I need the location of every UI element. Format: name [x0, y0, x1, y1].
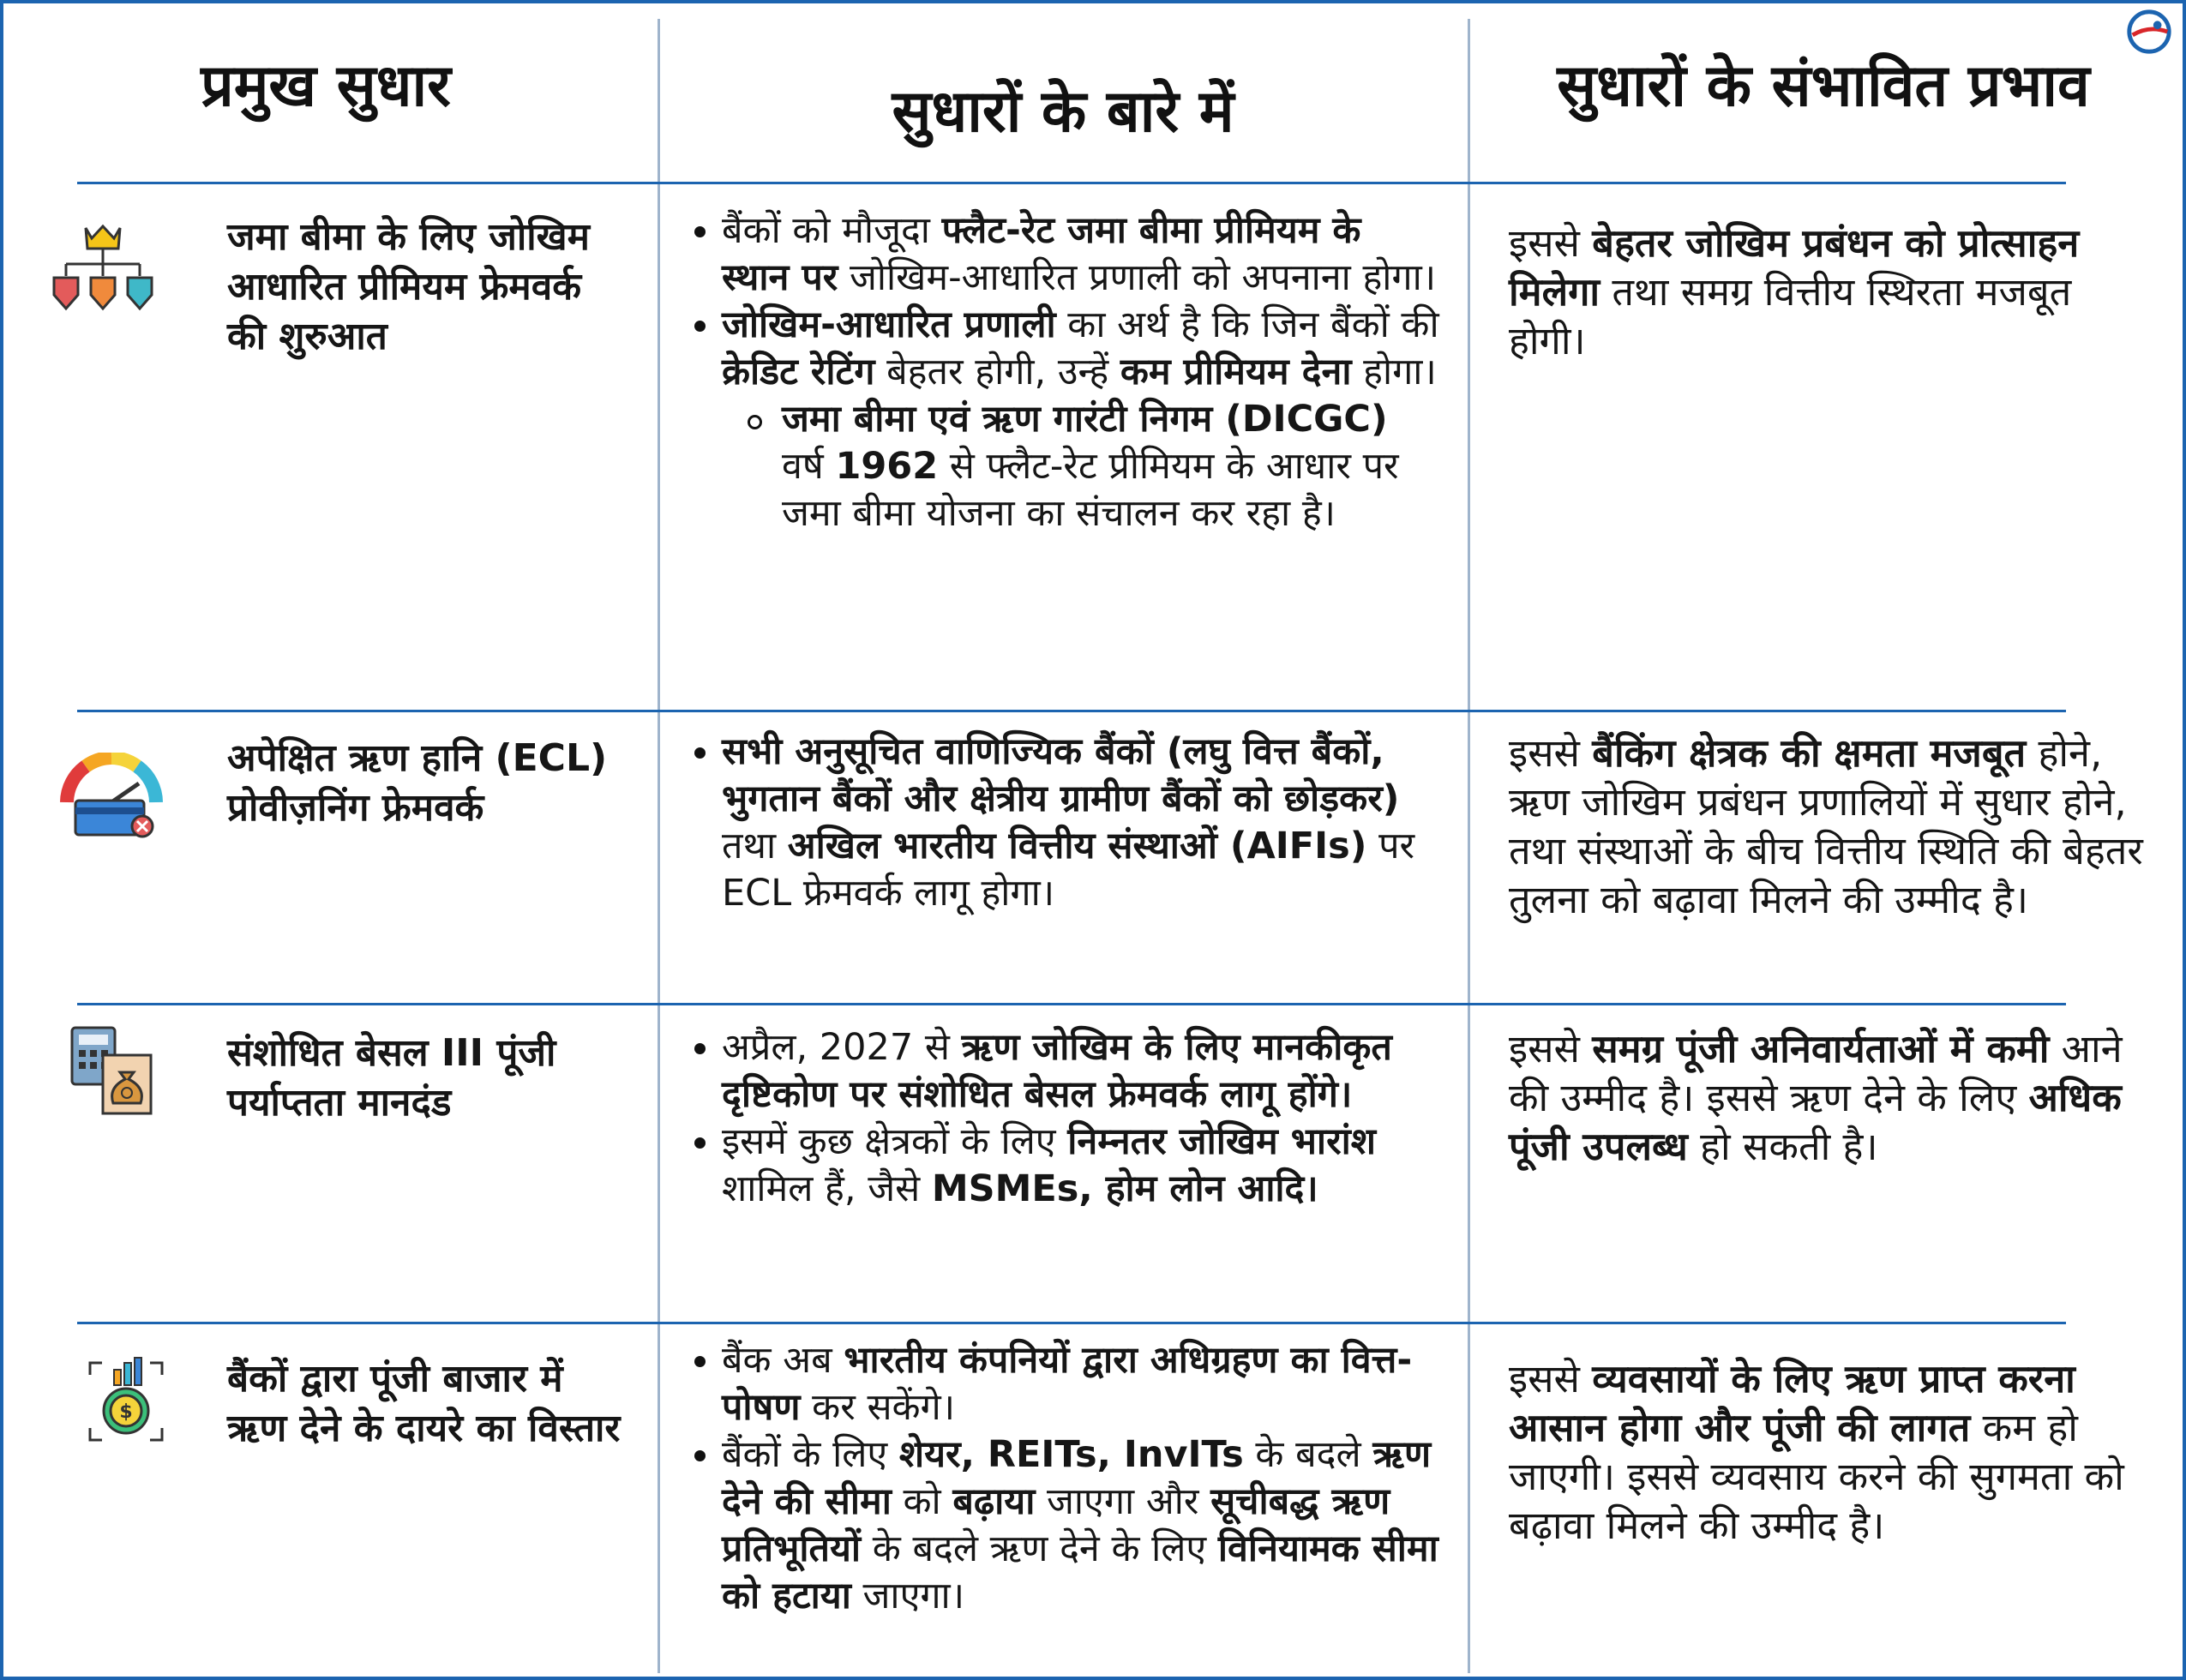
reform-title-row1: जमा बीमा के लिए जोखिम आधारित प्रीमियम फ्रेमवर्क की शुरुआत: [227, 215, 590, 358]
reform-title-row4: बैंकों द्वारा पूंजी बाजार में ऋण देने के दायरे का विस्तार: [227, 1357, 621, 1450]
text-segment: हो सकती है।: [1687, 1124, 1878, 1169]
header-reform-impact: सुधारों के संभावित प्रभाव: [1557, 52, 2090, 120]
bold-text-segment: विनियामक सीमा को हटाया: [722, 1527, 1438, 1617]
text-segment: जाएगा।: [850, 1575, 964, 1617]
text-segment: बेहतर होगी, उन्हें: [874, 351, 1120, 393]
bold-text-segment: जमा बीमा एवं ऋण गारंटी निगम (DICGC): [782, 398, 1388, 441]
text-segment: तथा: [722, 825, 788, 867]
bold-text-segment: अधिक पूंजी उपलब्ध: [1509, 1075, 2122, 1169]
text-segment: के बदले: [1243, 1433, 1373, 1476]
row-divider-3: [77, 1322, 2066, 1324]
text-segment: से फ्लैट-रेट प्रीमियम के आधार पर जमा बीमा योजना का संचालन कर रहा है।: [782, 445, 1399, 535]
bold-text-segment: बढ़ाया: [952, 1480, 1036, 1523]
row-divider-header: [77, 182, 2066, 184]
calculator-moneybag-icon: [69, 1024, 163, 1119]
text-segment: इसमें कुछ क्षेत्रकों के लिए: [722, 1120, 1068, 1163]
bold-text-segment: फ्लैट-रेट जमा बीमा प्रीमियम के स्थान पर: [722, 209, 1361, 299]
about-row2-bullet1: [722, 729, 1440, 917]
text-segment: जाएगा और: [1035, 1480, 1211, 1523]
about-row2: [686, 729, 1440, 917]
text-segment: कर सकेंगे।: [800, 1386, 956, 1429]
about-row4-bullet2: [722, 1431, 1440, 1620]
bold-text-segment: निम्नतर जोखिम भारांश: [1067, 1120, 1377, 1163]
bold-text-segment: सूचीबद्ध ऋण प्रतिभूतियों: [722, 1480, 1390, 1570]
text-segment: जोखिम-आधारित प्रणाली को अपनाना होगा।: [838, 256, 1437, 299]
reform-title-row3: संशोधित बेसल III पूंजी पर्याप्तता मानदंड: [227, 1031, 556, 1125]
bold-text-segment: 1962: [835, 445, 939, 488]
text-segment: के बदले ऋण देने के लिए: [861, 1527, 1218, 1570]
row-divider-2: [77, 1003, 2066, 1005]
bold-text-segment: ऋण जोखिम के लिए मानकीकृत दृष्टिकोण पर संशोधित बेसल फ्रेमवर्क लागू होंगे।: [722, 1026, 1392, 1116]
row-divider-1: [77, 710, 2066, 712]
dollar-coin-growth-icon: [81, 1354, 171, 1449]
credit-gauge-card-icon: [60, 753, 163, 838]
text-segment: इससे: [1509, 1026, 1593, 1071]
bold-text-segment: MSMEs, होम लोन आदि।: [931, 1167, 1318, 1210]
bold-text-segment: क्रेडिट रेटिंग: [722, 351, 875, 393]
text-segment: होने, ऋण जोखिम प्रबंधन प्रणालियों में सुधार होने, तथा संस्थाओं के बीच वित्तीय स्थिति की बेहतर तुलना को बढ़ावा मिलने की उम्मीद है।: [1509, 730, 2143, 922]
impact-row2: [1509, 729, 2143, 924]
bold-text-segment: जोखिम-आधारित प्रणाली: [722, 303, 1056, 346]
about-row1-bullet1: [722, 207, 1440, 302]
text-segment: इससे: [1509, 220, 1593, 266]
about-row1-subbullet: [782, 396, 1440, 537]
text-segment: बैंकों के लिए: [722, 1433, 899, 1476]
text-segment: बैंकों को मौजूदा: [722, 209, 942, 252]
about-row3: [686, 1024, 1440, 1213]
bold-text-segment: कम प्रीमियम देना: [1120, 351, 1352, 393]
text-segment: इससे: [1509, 730, 1593, 776]
about-row4-bullet1: [722, 1337, 1440, 1431]
about-row3-bullet2: [722, 1119, 1440, 1213]
hierarchy-shield-crown-icon: [47, 223, 159, 317]
text-segment: बैंक अब: [722, 1339, 844, 1382]
impact-row1: [1509, 219, 2143, 365]
text-segment: शामिल हैं, जैसे: [722, 1167, 932, 1210]
column-divider-2: [1468, 19, 1470, 1673]
column-divider-1: [658, 19, 660, 1673]
text-segment: पर ECL फ्रेमवर्क लागू होगा।: [722, 825, 1415, 915]
about-row1: [686, 207, 1440, 537]
text-segment: आने की उम्मीद है। इससे ऋण देने के लिए: [1509, 1026, 2123, 1120]
text-segment: इससे: [1509, 1356, 1593, 1401]
svg-text:$: $: [119, 1401, 133, 1423]
impact-row3: [1509, 1024, 2143, 1171]
text-segment: वर्ष: [782, 445, 836, 488]
bold-text-segment: समग्र पूंजी अनिवार्यताओं में कमी: [1592, 1026, 2050, 1071]
bold-text-segment: व्यवसायों के लिए ऋण प्राप्त करना आसान होगा और पूंजी की लागत: [1509, 1356, 2075, 1450]
text-segment: को: [891, 1480, 953, 1523]
bold-text-segment: बेहतर जोखिम प्रबंधन को प्रोत्साहन मिलेगा: [1509, 220, 2080, 315]
text-segment: कम हो जाएगी। इससे व्यवसाय करने की सुगमता को बढ़ावा मिलने की उम्मीद है।: [1509, 1405, 2124, 1548]
impact-row4: [1509, 1354, 2143, 1550]
bold-text-segment: अखिल भारतीय वित्तीय संस्थाओं (AIFIs): [787, 825, 1367, 867]
bold-text-segment: शेयर, REITs, InvITs: [898, 1433, 1244, 1476]
text-segment: तथा समग्र वित्तीय स्थिरता मजबूत होगी।: [1509, 269, 2072, 363]
bold-text-segment: भारतीय कंपनियों द्वारा अधिग्रहण का वित्त-पोषण: [722, 1339, 1413, 1429]
bold-text-segment: सभी अनुसूचित वाणिज्यिक बैंकों (लघु वित्त बैंकों, भुगतान बैंकों और क्षेत्रीय ग्रामीण बैंकों को छोड़कर): [722, 730, 1400, 820]
reform-title-row2: अपेक्षित ऋण हानि (ECL) प्रोवीज़निंग फ्रेमवर्क: [227, 736, 608, 830]
bold-text-segment: बैंकिंग क्षेत्रक की क्षमता मजबूत: [1592, 730, 2027, 776]
bold-text-segment: ऋण देने की सीमा: [722, 1433, 1432, 1523]
about-row1-bullet2: [722, 302, 1440, 396]
header-about-reforms: सुधारों के बारे में: [892, 78, 1234, 146]
about-row4: [686, 1337, 1440, 1620]
about-row3-bullet1: [722, 1024, 1440, 1119]
text-segment: का अर्थ है कि जिन बैंकों की: [1055, 303, 1439, 346]
text-segment: अप्रैल, 2027 से: [722, 1026, 962, 1069]
text-segment: होगा।: [1351, 351, 1437, 393]
header-major-reforms: प्रमुख सुधार: [201, 52, 451, 120]
